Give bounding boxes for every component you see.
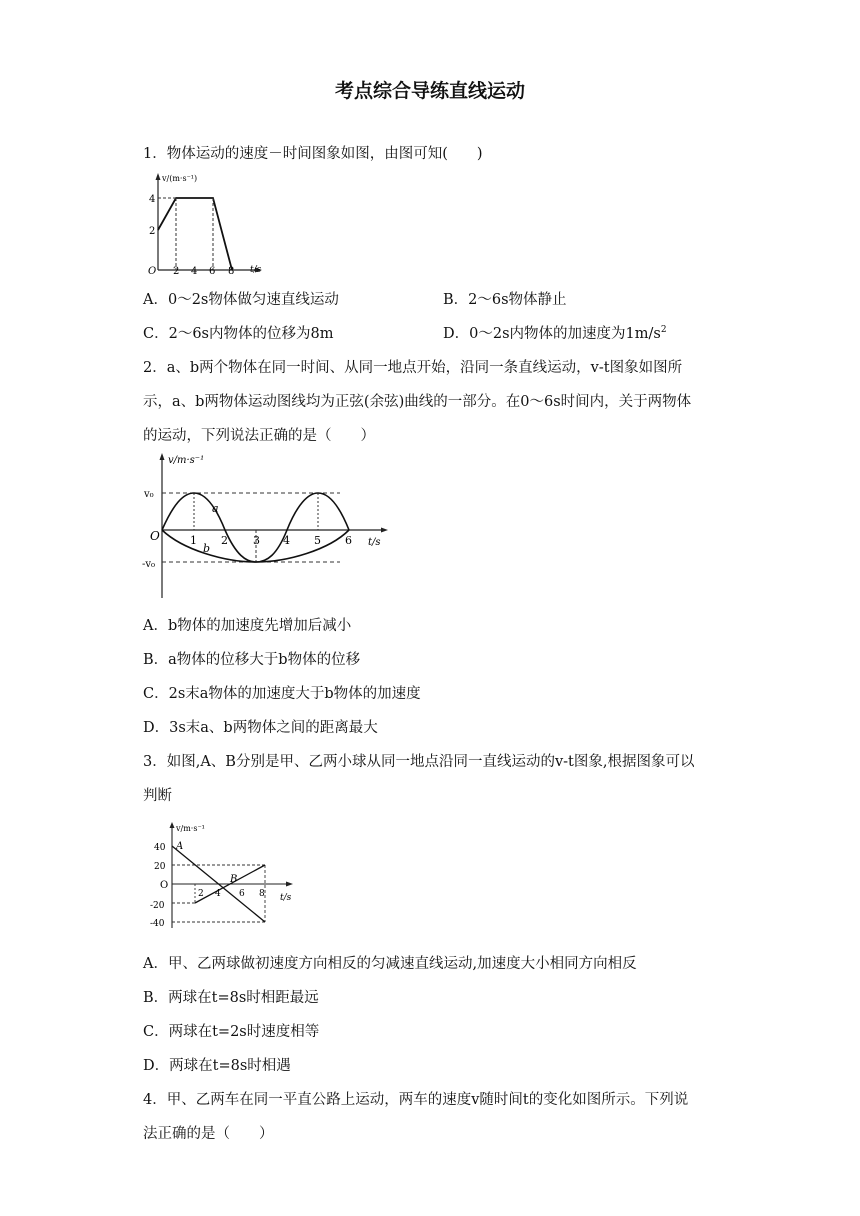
q1-stem: 1．物体运动的速度－时间图象如图，由图可知( ) <box>143 146 483 162</box>
q2-v0: v₀ <box>144 489 154 500</box>
q2-xtick-6: 6 <box>345 534 352 547</box>
q2-xtick-5: 5 <box>314 534 321 547</box>
q3-label-b: B <box>230 874 238 885</box>
q1-ylabel: v/(m·s⁻¹) <box>162 174 198 183</box>
q1-option-c: C．2～6s内物体的位移为8m <box>143 326 334 342</box>
q1-ytick-2: 2 <box>149 226 156 237</box>
q3-xtick-2: 2 <box>198 889 204 899</box>
q2-xtick-4: 4 <box>283 534 290 547</box>
q3-option-d: D．两球在t=8s时相遇 <box>143 1058 291 1074</box>
q2-xtick-3: 3 <box>253 534 260 547</box>
q3-xtick-4: 4 <box>215 889 221 899</box>
page-title: 考点综合导练直线运动 <box>334 80 525 102</box>
q2-figure <box>142 450 392 600</box>
q2-xtick-1: 1 <box>190 534 197 547</box>
q3-ylabel: v/m·s⁻¹ <box>176 824 205 833</box>
q2-option-b: B．a物体的位移大于b物体的位移 <box>143 652 361 668</box>
q3-xtick-6: 6 <box>239 889 245 899</box>
q1-xtick-4: 4 <box>191 266 198 277</box>
q3-option-a: A．甲、乙两球做初速度方向相反的匀减速直线运动,加速度大小相同方向相反 <box>143 956 637 972</box>
q3-ytick-20: 20 <box>154 862 166 872</box>
q3-option-c: C．两球在t=2s时速度相等 <box>143 1024 320 1040</box>
q1-ytick-4: 4 <box>149 194 156 205</box>
q1-figure <box>146 170 266 278</box>
q3-ytick-40: 40 <box>154 843 166 853</box>
q2-stem-line-1: 2．a、b两个物体在同一时间、从同一地点开始，沿同一条直线运动，v-t图象如图所 <box>143 360 683 376</box>
q2-xtick-2: 2 <box>221 534 228 547</box>
q3-stem-line-1: 3．如图,A、B分别是甲、乙两小球从同一地点沿同一直线运动的v-t图象,根据图象可以 <box>143 754 695 770</box>
q1-xlabel: t/s <box>250 265 262 275</box>
q2-origin: O <box>150 529 160 543</box>
q2-xlabel: t/s <box>368 537 381 548</box>
q2-stem-line-3: 的运动，下列说法正确的是（ ） <box>143 428 375 444</box>
q1-origin: O <box>148 266 157 277</box>
q2-option-c: C．2s末a物体的加速度大于b物体的加速度 <box>143 686 421 702</box>
q3-xlabel: t/s <box>280 893 292 903</box>
q3-origin: O <box>160 880 169 891</box>
q3-option-b: B．两球在t=8s时相距最远 <box>143 990 319 1006</box>
q1-xtick-8: 8 <box>228 266 235 277</box>
q1-velocity-line <box>158 198 232 270</box>
q3-ytick-neg40: -40 <box>150 919 165 929</box>
q1-xtick-2: 2 <box>173 266 180 277</box>
q4-stem-line-2: 法正确的是（ ） <box>143 1126 274 1142</box>
q2-option-a: A．b物体的加速度先增加后减小 <box>143 618 352 634</box>
q3-figure <box>148 818 298 930</box>
q1-option-d-sup: 2 <box>660 325 667 336</box>
q1-option-d <box>443 322 667 343</box>
q4-stem-line-1: 4．甲、乙两车在同一平直公路上运动，两车的速度v随时间t的变化如图所示。下列说 <box>143 1092 689 1108</box>
q2-label-a: a <box>212 502 219 515</box>
q2-label-b: b <box>203 542 211 555</box>
q2-ylabel: v/m·s⁻¹ <box>168 455 205 466</box>
q2-stem-line-2: 示，a、b两物体运动图线均为正弦(余弦)曲线的一部分。在0～6s时间内，关于两物体 <box>143 394 692 410</box>
q3-stem-line-2: 判断 <box>143 788 172 804</box>
q1-option-a: A．0～2s物体做匀速直线运动 <box>143 292 339 308</box>
q2-option-d: D．3s末a、b两物体之间的距离最大 <box>143 720 378 736</box>
q3-ytick-neg20: -20 <box>150 901 165 911</box>
q1-option-b: B．2～6s物体静止 <box>443 292 567 308</box>
q1-xtick-6: 6 <box>209 266 216 277</box>
q1-option-d-text: D．0～2s内物体的加速度为1m/s <box>443 326 661 342</box>
q3-xtick-8: 8 <box>259 889 265 899</box>
q2-neg-v0: -v₀ <box>142 559 156 570</box>
q3-label-a: A <box>176 841 184 852</box>
